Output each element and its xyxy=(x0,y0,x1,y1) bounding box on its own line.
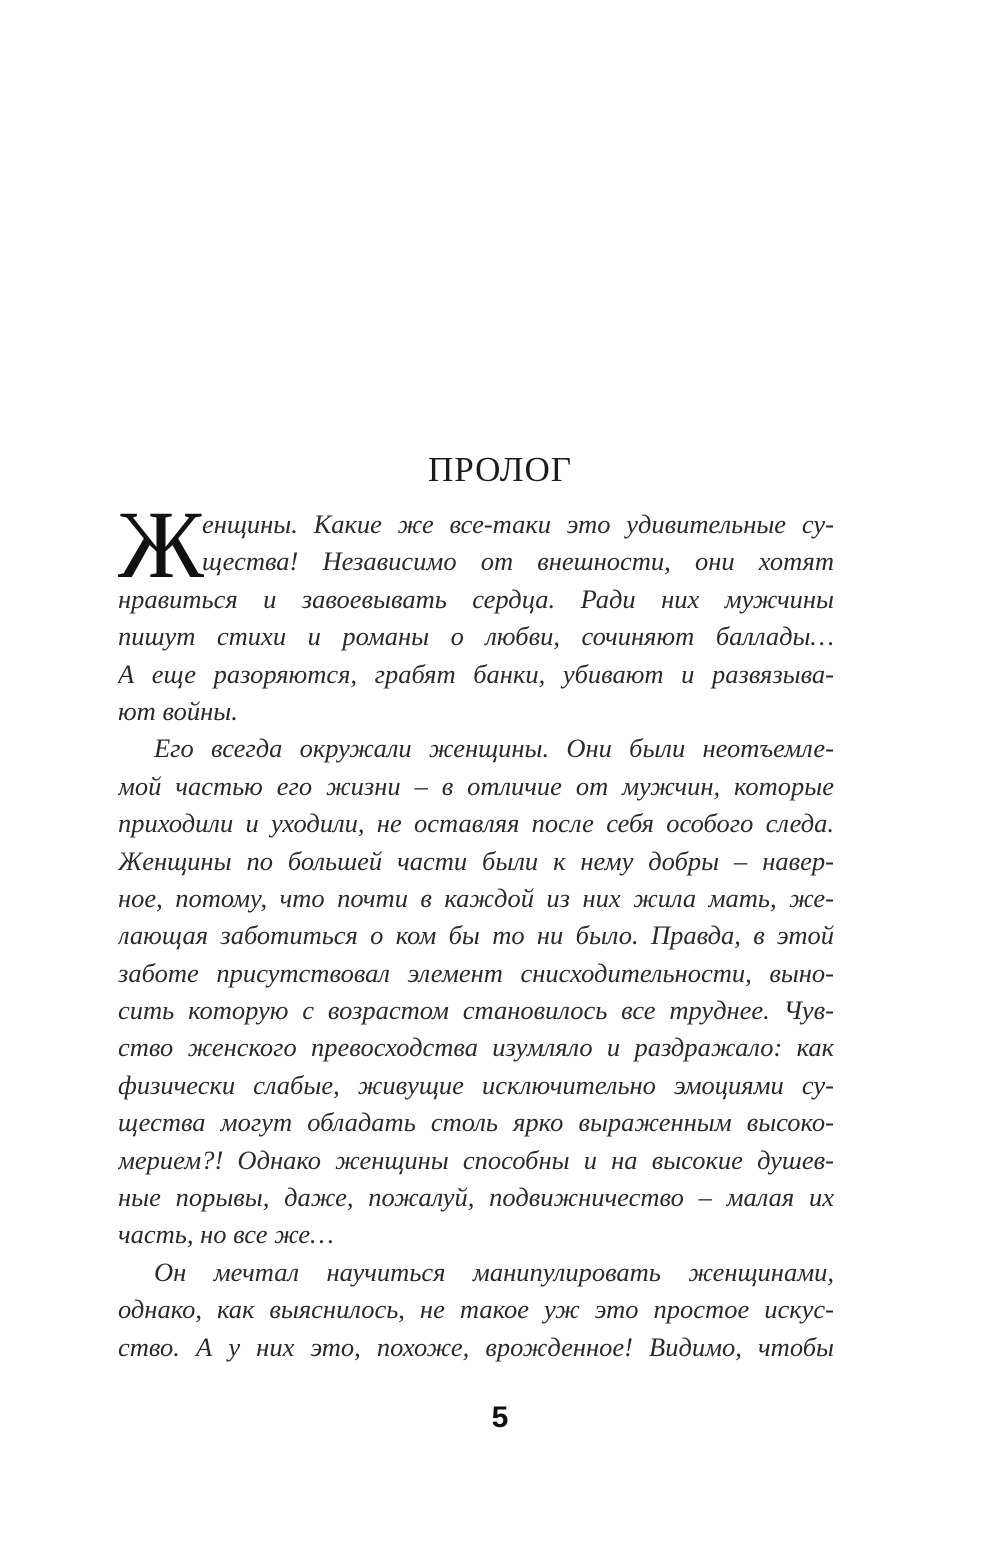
text-line: Женщины по большей части были к нему добры – навер- xyxy=(118,845,834,876)
text-line: лающая заботиться о ком бы то ни было. Правда, в этой xyxy=(118,920,834,951)
text-line: ные порывы, даже, пожалуй, подвижничество – малая их xyxy=(118,1182,834,1213)
text-line: сить которую с возрастом становилось все труднее. Чув- xyxy=(118,995,834,1026)
text-line: заботе присутствовал элемент снисходительности, выно- xyxy=(118,957,834,988)
chapter-title: ПРОЛОГ xyxy=(428,450,572,489)
text-line: енщины. Какие же все-таки это удивительные су- xyxy=(202,509,834,539)
text-line: однако, как выяснилось, не такое уж это простое искус- xyxy=(118,1294,834,1325)
text-line: А еще разоряются, грабят банки, убивают и развязыва- xyxy=(118,658,834,689)
text-line: щества! Независимо от внешности, они хотят xyxy=(202,546,834,577)
drop-cap: Ж xyxy=(118,491,205,598)
text-line: Он мечтал научиться манипулировать женщинами, xyxy=(154,1256,834,1287)
text-line: приходили и уходили, не оставляя после себя особого следа. xyxy=(118,808,834,839)
text-line: часть, но все же… xyxy=(118,1219,334,1250)
text-line: пишут стихи и романы о любви, сочиняют баллады… xyxy=(118,621,834,652)
text-line: нравиться и завоевывать сердца. Ради них мужчины xyxy=(118,583,834,614)
text-line: щества могут обладать столь ярко выраженным высоко- xyxy=(118,1107,834,1138)
text-line: ют войны. xyxy=(118,695,238,726)
body-text xyxy=(118,491,834,1366)
text-line: физически слабые, живущие исключительно эмоциями су- xyxy=(118,1069,834,1100)
page-number: 5 xyxy=(491,1401,509,1434)
text-line: ство женского превосходства изумляло и раздражало: как xyxy=(118,1032,834,1063)
text-line: мерием?! Однако женщины способны и на высокие душев- xyxy=(118,1144,834,1175)
text-line: мой частью его жизни – в отличие от мужчин, которые xyxy=(118,770,834,801)
text-line: ство. А у них это, похоже, врожденное! Видимо, чтобы xyxy=(118,1331,834,1362)
text-line: ное, потому, что почти в каждой из них жила мать, же- xyxy=(118,882,834,913)
text-line: Его всегда окружали женщины. Они были неотъемле- xyxy=(154,733,834,764)
